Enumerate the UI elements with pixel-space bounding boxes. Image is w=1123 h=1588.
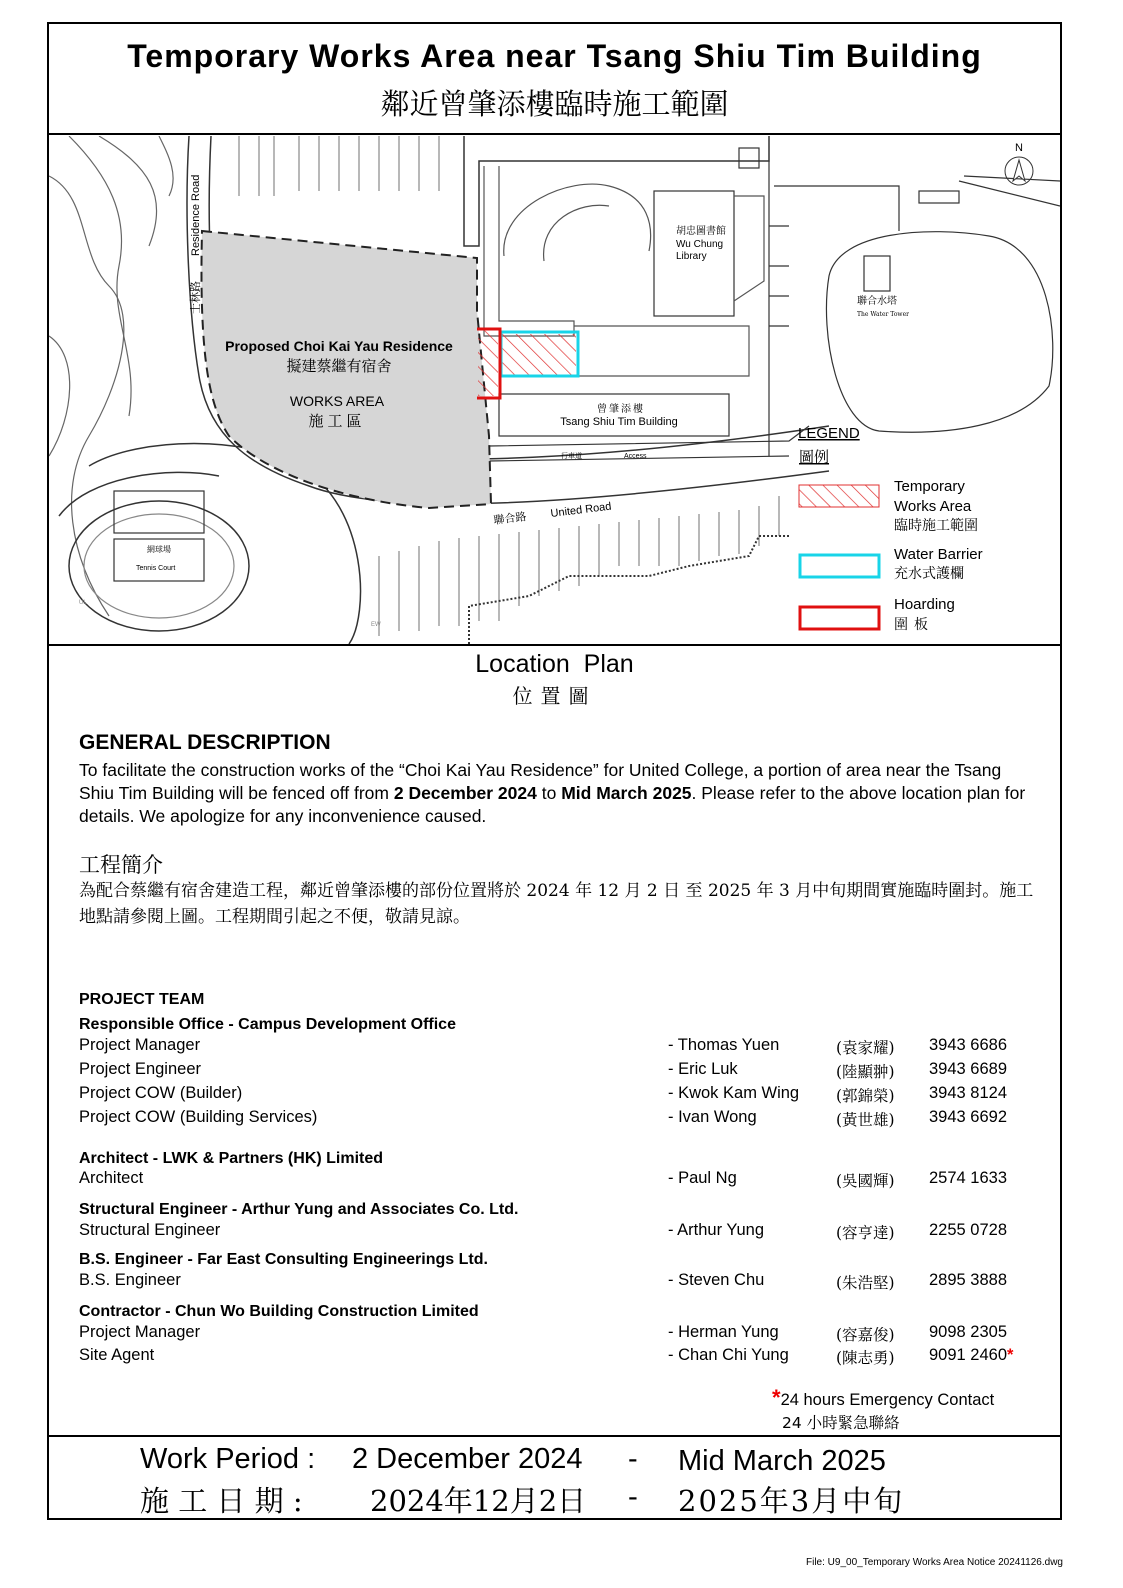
map-ul-label: UL — [79, 600, 87, 606]
team-row: Site Agent - Chan Chi Yung (陳志勇) 9091 2460* — [79, 1346, 1014, 1367]
divider-period — [47, 1435, 1062, 1437]
emergency-contact-note: *24 hours Emergency Contact — [772, 1385, 995, 1410]
map-library-zh: 胡忠圖書館 — [676, 226, 726, 237]
map-residence-road-zh: 士林路 — [189, 281, 202, 314]
divider-map — [47, 644, 1062, 646]
map-tennis-zh: 網球場 — [147, 545, 171, 554]
legend-temporary-en2: Works Area — [894, 498, 972, 515]
general-description-heading: GENERAL DESCRIPTION — [79, 731, 331, 754]
map-proposed-zh: 擬建蔡繼有宿舍 — [286, 357, 392, 375]
map-library-en2: Library — [676, 251, 707, 262]
emergency-contact-note-zh: 24 小時緊急聯絡 — [782, 1414, 900, 1432]
map-ew-label: EW — [371, 622, 381, 628]
team-row: B.S. Engineer - Steven Chu (朱浩堅) 2895 3888 — [79, 1271, 1007, 1292]
work-period-label: Work Period : — [140, 1443, 316, 1475]
work-period-label-zh: 施 工 日 期 : — [140, 1484, 303, 1518]
map-works-area-zh: 施工區 — [308, 412, 366, 430]
legend-temporary-zh: 臨時施工範圍 — [894, 518, 978, 534]
divider-header — [47, 133, 1062, 135]
team-row: Architect - Paul Ng (吳國輝) 2574 1633 — [79, 1169, 1007, 1190]
legend-water-barrier-en: Water Barrier — [894, 546, 983, 563]
title-zh: 鄰近曾肇添樓臨時施工範圍 — [380, 87, 729, 121]
title-en: Temporary Works Area near Tsang Shiu Tim Building — [127, 38, 982, 74]
org-contractor: Contractor - Chun Wo Building Construction Limited — [79, 1303, 479, 1320]
team-row: Project COW (Building Services) - Ivan Wong (黃世雄) 3943 6692 — [79, 1108, 1007, 1129]
map-north-label: N — [1015, 142, 1023, 154]
file-reference: File: U9_00_Temporary Works Area Notice 20241126.dwg — [806, 1557, 1063, 1568]
location-plan-title: Location Plan — [475, 650, 634, 678]
legend-temporary-en: Temporary — [894, 478, 965, 495]
map-tennis-en: Tennis Court — [136, 565, 176, 572]
team-row: Project Engineer - Eric Luk (陸顯翀) 3943 6689 — [79, 1060, 1007, 1081]
map-water-tower-zh: 聯合水塔 — [857, 296, 897, 307]
legend-title-zh: 圖例 — [799, 448, 830, 466]
org-structural-engineer: Structural Engineer - Arthur Yung and Associates Co. Ltd. — [79, 1201, 519, 1218]
map-library-en1: Wu Chung — [676, 239, 724, 250]
work-period-start-zh: 2024年12月2日 — [370, 1484, 587, 1518]
emergency-star-icon: * — [1007, 1346, 1014, 1364]
legend-swatch-temporary — [799, 485, 879, 507]
legend-hoarding-en: Hoarding — [894, 596, 955, 613]
project-team-heading: PROJECT TEAM — [79, 991, 205, 1008]
work-period-end-zh: 2025年3月中旬 — [678, 1484, 905, 1518]
map-tsang-en: Tsang Shiu Tim Building — [560, 416, 678, 428]
location-plan-map — [49, 136, 1060, 644]
general-description-heading-zh: 工程簡介 — [79, 853, 163, 877]
map-access-en: Access — [624, 453, 647, 460]
general-description-text: To facilitate the construction works of the “Choi Kai Yau Residence” for United College, a portion of area near the Tsang Shiu Tim Building will be fenced off from 2 December 2024 to Mid March 2025. Please refer to the above location plan for details. We apologize for any inconvenience caused. — [79, 760, 1026, 826]
map-access-zh: 行車道 — [561, 452, 582, 460]
map-united-road-en: United Road — [549, 500, 613, 520]
org-responsible-office: Responsible Office - Campus Development Office — [79, 1016, 456, 1033]
map-proposed-en: Proposed Choi Kai Yau Residence — [225, 338, 453, 354]
team-row: Project Manager - Thomas Yuen (袁家耀) 3943 6686 — [79, 1036, 1007, 1057]
work-period-dash: - — [628, 1443, 638, 1475]
location-plan-title-zh: 位置圖 — [512, 684, 597, 708]
work-period-dash-zh: - — [628, 1479, 638, 1513]
north-arrow-icon — [1005, 157, 1033, 185]
legend-hoarding-zh: 圍板 — [894, 617, 934, 633]
map-tsang-zh: 曾肇添樓 — [597, 404, 645, 415]
legend-swatch-hoarding — [800, 607, 879, 629]
legend-swatch-water-barrier — [800, 555, 879, 577]
legend-title-en: LEGEND — [798, 425, 860, 442]
map-residence-road: Residence Road — [190, 174, 202, 256]
map-united-road-zh: 聯合路 — [492, 510, 528, 527]
team-row: Project Manager - Herman Yung (容嘉俊) 9098 2305 — [79, 1323, 1007, 1344]
map-water-tower-en: The Water Tower — [857, 311, 909, 318]
map-works-area-en: WORKS AREA — [289, 393, 385, 409]
team-row: Structural Engineer - Arthur Yung (容亨達) 2255 0728 — [79, 1221, 1007, 1242]
general-description-text-zh: 為配合蔡繼有宿舍建造工程，鄰近曾肇添樓的部份位置將於 2024 年 12 月 2 日 至 2025 年 3 月中旬期間實施臨時圍封。施工地點請參閱上圖。工程期間引起之不便，敬請見諒。 — [79, 881, 1034, 927]
org-bs-engineer: B.S. Engineer - Far East Consulting Engineerings Ltd. — [79, 1251, 488, 1268]
legend-water-barrier-zh: 充水式護欄 — [894, 566, 964, 582]
team-row: Project COW (Builder) - Kwok Kam Wing (郭錦榮) 3943 8124 — [79, 1084, 1007, 1105]
org-architect: Architect - LWK & Partners (HK) Limited — [79, 1150, 384, 1167]
work-period-start: 2 December 2024 — [352, 1443, 583, 1475]
work-period-end: Mid March 2025 — [678, 1445, 886, 1477]
